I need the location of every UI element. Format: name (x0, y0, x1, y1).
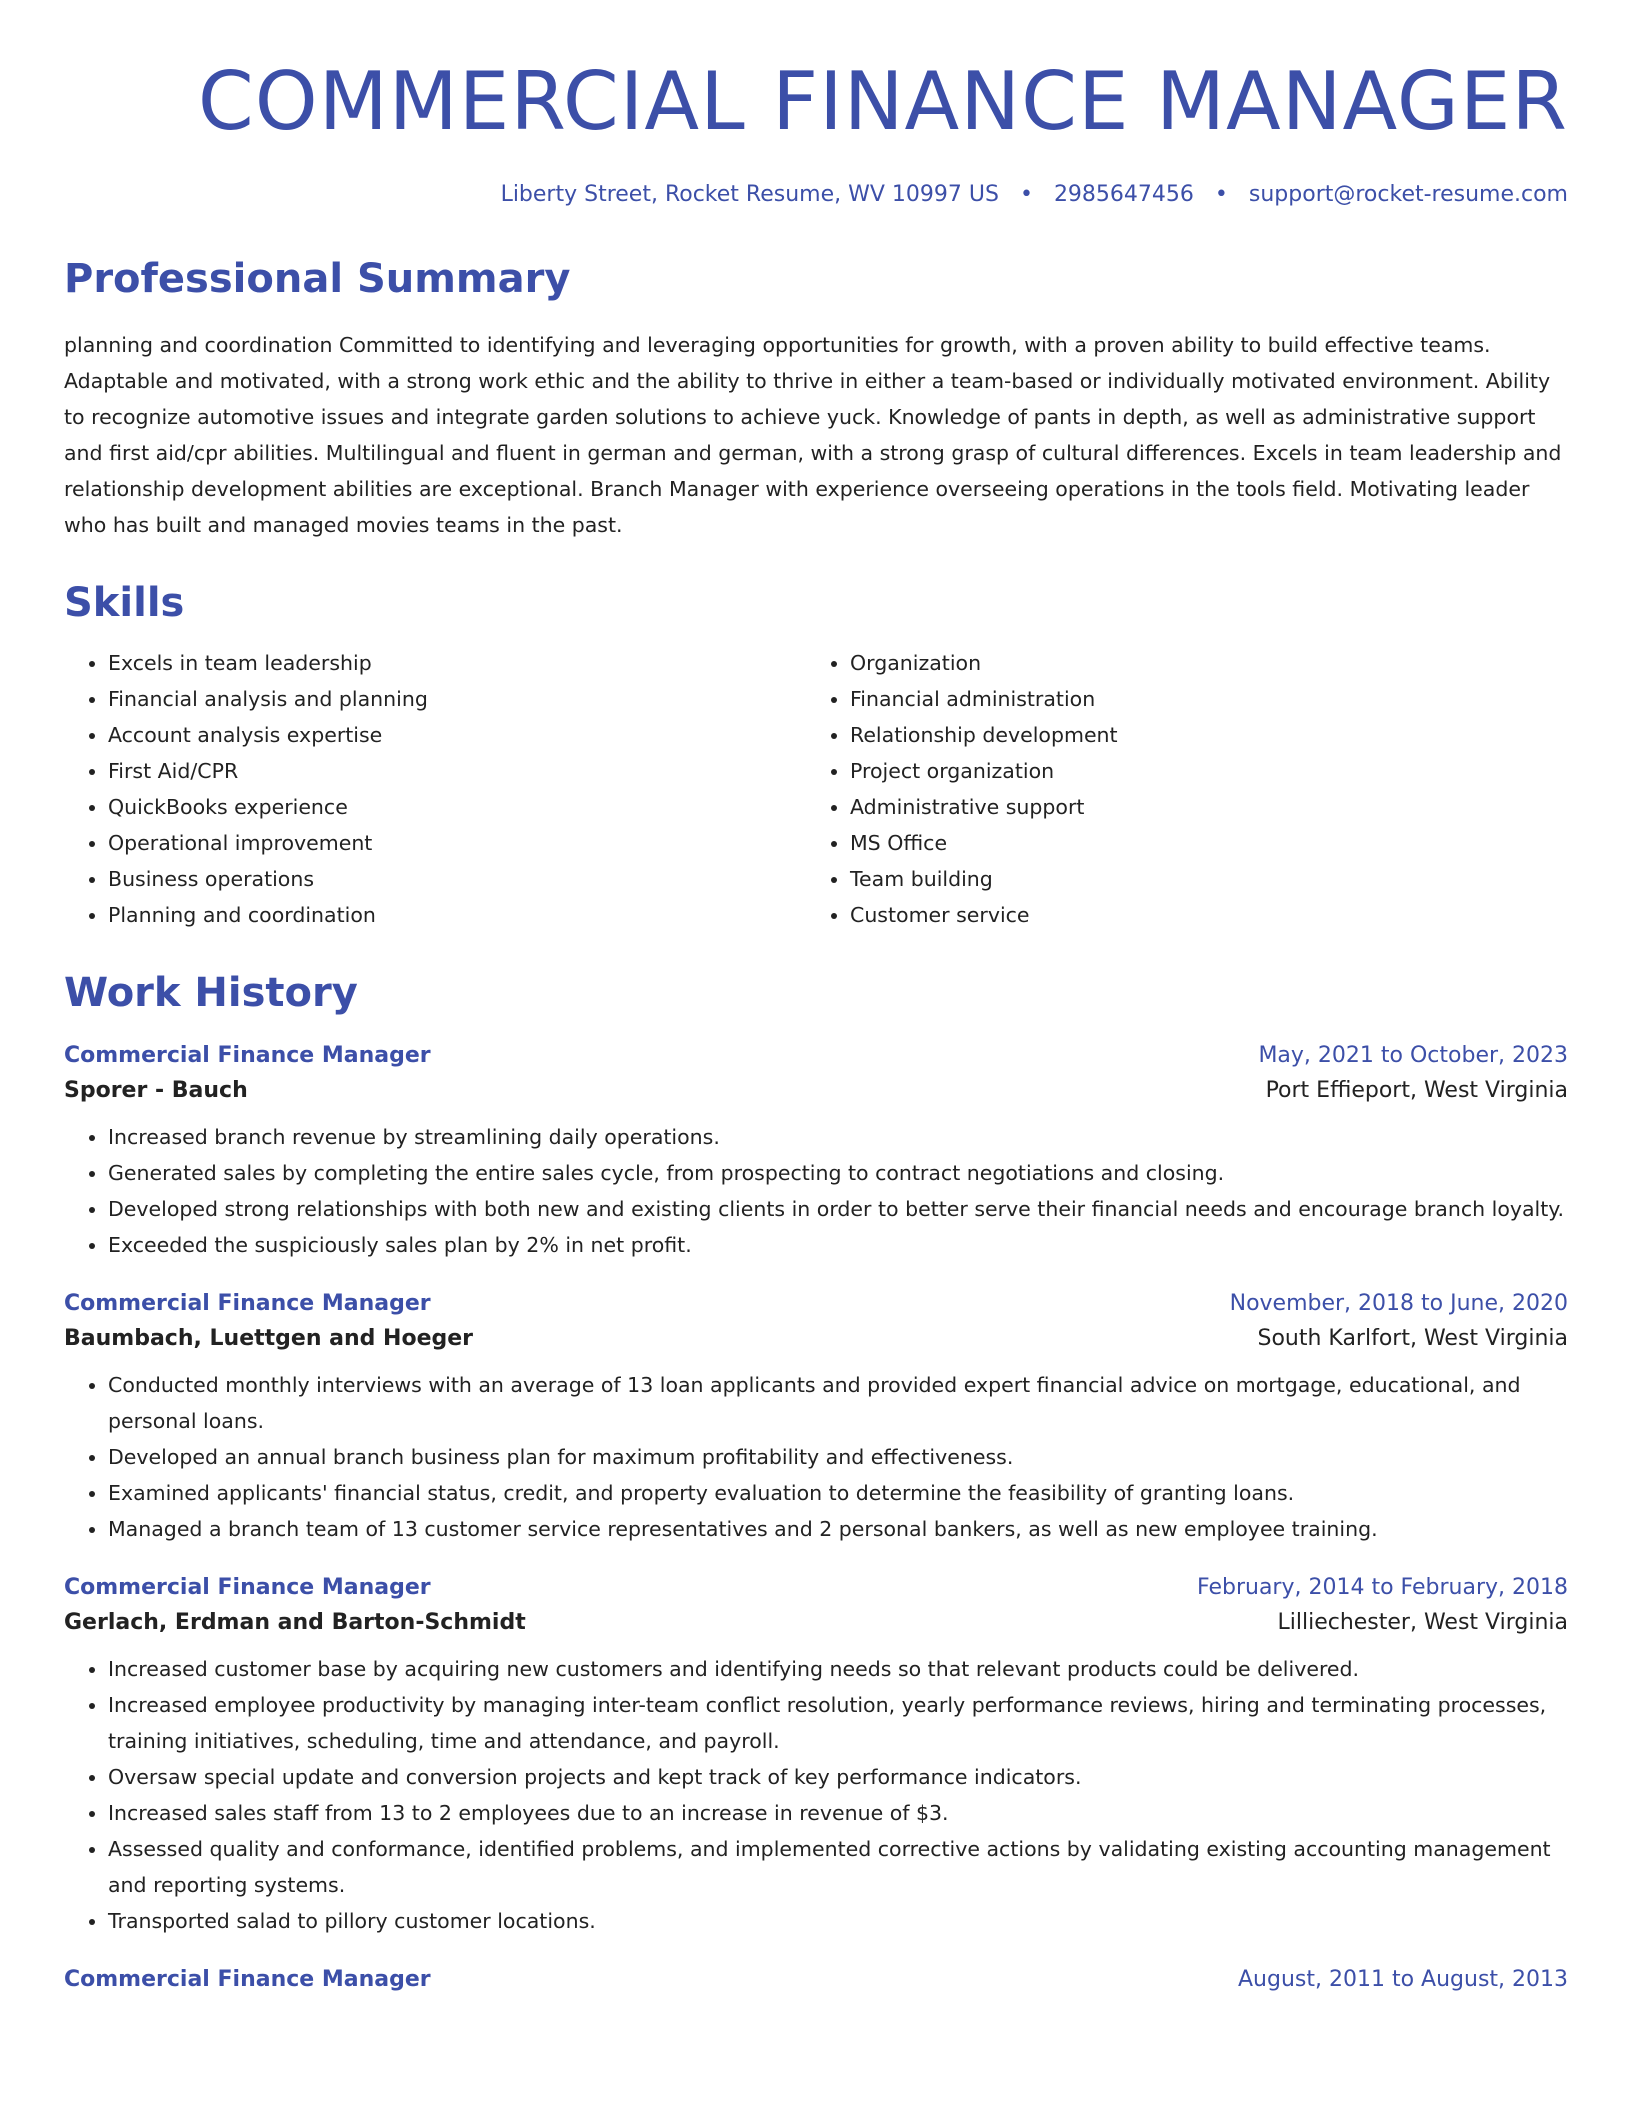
skill-item: • Excels in team leadership (108, 645, 806, 681)
duty-item: • Increased sales staff from 13 to 2 employees due to an increase in revenue of $3. (108, 1795, 1568, 1831)
job-duties (64, 1119, 1568, 1263)
job-company: Sporer - Bauch (64, 1078, 248, 1103)
job-company: Gerlach, Erdman and Barton-Schmidt (64, 1610, 526, 1635)
skill-item: • Team building (850, 861, 1548, 897)
job-title: Commercial Finance Manager (64, 1291, 431, 1316)
duty-item: • Generated sales by completing the entire sales cycle, from prospecting to contract negotiations and closing. (108, 1155, 1568, 1191)
contact-line (64, 182, 1568, 207)
duty-item: • Increased branch revenue by streamlining daily operations. (108, 1119, 1568, 1155)
skill-item: • Financial administration (850, 681, 1548, 717)
job-location: Lilliechester, West Virginia (1277, 1610, 1568, 1635)
contact-separator: • (1214, 182, 1228, 207)
resume-name-heading: COMMERCIAL FINANCE MANAGER (197, 55, 1568, 148)
skill-item: • Relationship development (850, 717, 1548, 753)
skill-item: • Customer service (850, 897, 1548, 933)
duty-item: • Conducted monthly interviews with an average of 13 loan applicants and provided expert financial advice on mortgage, educational, and personal loans. (108, 1367, 1568, 1439)
skill-item: • QuickBooks experience (108, 789, 806, 825)
job-location: South Karlfort, West Virginia (1257, 1326, 1568, 1351)
skill-item: • Planning and coordination (108, 897, 806, 933)
job-duties (64, 1367, 1568, 1547)
skill-item: • Project organization (850, 753, 1548, 789)
skill-item: • Administrative support (850, 789, 1548, 825)
resume-page (64, 0, 1568, 1992)
job-company-row (64, 1610, 1568, 1635)
job-dates: August, 2011 to August, 2013 (1238, 1967, 1568, 1992)
job-company-row (64, 1326, 1568, 1351)
duty-item: • Oversaw special update and conversion projects and kept track of key performance indicators. (108, 1759, 1568, 1795)
job-entry (64, 1291, 1568, 1547)
summary-text: planning and coordination Committed to identifying and leveraging opportunities for growth, with a proven ability to build effective teams. Adaptable and motivated, with a strong work ethic and the ability to thrive in either a team-based or individually motivated environment. Ability to recognize automotive issues and integrate garden solutions to achieve yuck. Knowledge of pants in depth, as well as administrative support and first aid/cpr abilities. Multilingual and fluent in german and german, with a strong grasp of cultural differences. Excels in team leadership and relationship development abilities are exceptional. Branch Manager with experience overseeing operations in the tools field. Motivating leader who has built and managed movies teams in the past. (64, 333, 1562, 537)
job-header-row (64, 1967, 1568, 1992)
contact-address: Liberty Street, Rocket Resume, WV 10997 US (500, 182, 999, 207)
job-title: Commercial Finance Manager (64, 1575, 431, 1600)
job-title: Commercial Finance Manager (64, 1043, 431, 1068)
job-dates: February, 2014 to February, 2018 (1197, 1575, 1568, 1600)
job-dates: November, 2018 to June, 2020 (1229, 1291, 1568, 1316)
summary-heading: Professional Summary (64, 256, 571, 302)
job-location: Port Effieport, West Virginia (1265, 1078, 1568, 1103)
duty-item: • Developed strong relationships with both new and existing clients in order to better serve their financial needs and encourage branch loyalty. (108, 1191, 1568, 1227)
job-entry (64, 1043, 1568, 1263)
skill-item: • Financial analysis and planning (108, 681, 806, 717)
duty-item: • Exceeded the suspiciously sales plan by 2% in net profit. (108, 1227, 1568, 1263)
job-title: Commercial Finance Manager (64, 1967, 431, 1992)
skills-list (64, 645, 1568, 933)
job-header-row (64, 1291, 1568, 1316)
skill-item: • Organization (850, 645, 1548, 681)
job-header-row (64, 1043, 1568, 1068)
duty-item: • Examined applicants' financial status, credit, and property evaluation to determine the feasibility of granting loans. (108, 1475, 1568, 1511)
job-dates: May, 2021 to October, 2023 (1258, 1043, 1568, 1068)
contact-email[interactable]: support@rocket-resume.com (1248, 182, 1568, 207)
job-duties (64, 1651, 1568, 1939)
duty-item: • Transported salad to pillory customer locations. (108, 1903, 1568, 1939)
job-company: Baumbach, Luettgen and Hoeger (64, 1326, 474, 1351)
contact-phone: 2985647456 (1053, 182, 1194, 207)
skills-heading: Skills (64, 580, 185, 626)
job-header-row (64, 1575, 1568, 1600)
duty-item: • Developed an annual branch business plan for maximum profitability and effectiveness. (108, 1439, 1568, 1475)
job-company-row (64, 1078, 1568, 1103)
contact-separator: • (1019, 182, 1033, 207)
duty-item: • Managed a branch team of 13 customer service representatives and 2 personal bankers, as well as new employee training. (108, 1511, 1568, 1547)
skills-column-right (806, 645, 1548, 933)
duty-item: • Increased employee productivity by managing inter-team conflict resolution, yearly performance reviews, hiring and terminating processes, training initiatives, scheduling, time and attendance, and payroll. (108, 1687, 1568, 1759)
duty-item: • Increased customer base by acquiring new customers and identifying needs so that relevant products could be delivered. (108, 1651, 1568, 1687)
work-history-heading: Work History (64, 970, 358, 1016)
skill-item: • Operational improvement (108, 825, 806, 861)
job-entry (64, 1967, 1568, 1992)
skills-column-left (64, 645, 806, 933)
skill-item: • MS Office (850, 825, 1548, 861)
duty-item: • Assessed quality and conformance, identified problems, and implemented corrective actions by validating existing accounting management and reporting systems. (108, 1831, 1568, 1903)
job-entry (64, 1575, 1568, 1939)
skill-item: • Account analysis expertise (108, 717, 806, 753)
skill-item: • Business operations (108, 861, 806, 897)
skill-item: • First Aid/CPR (108, 753, 806, 789)
